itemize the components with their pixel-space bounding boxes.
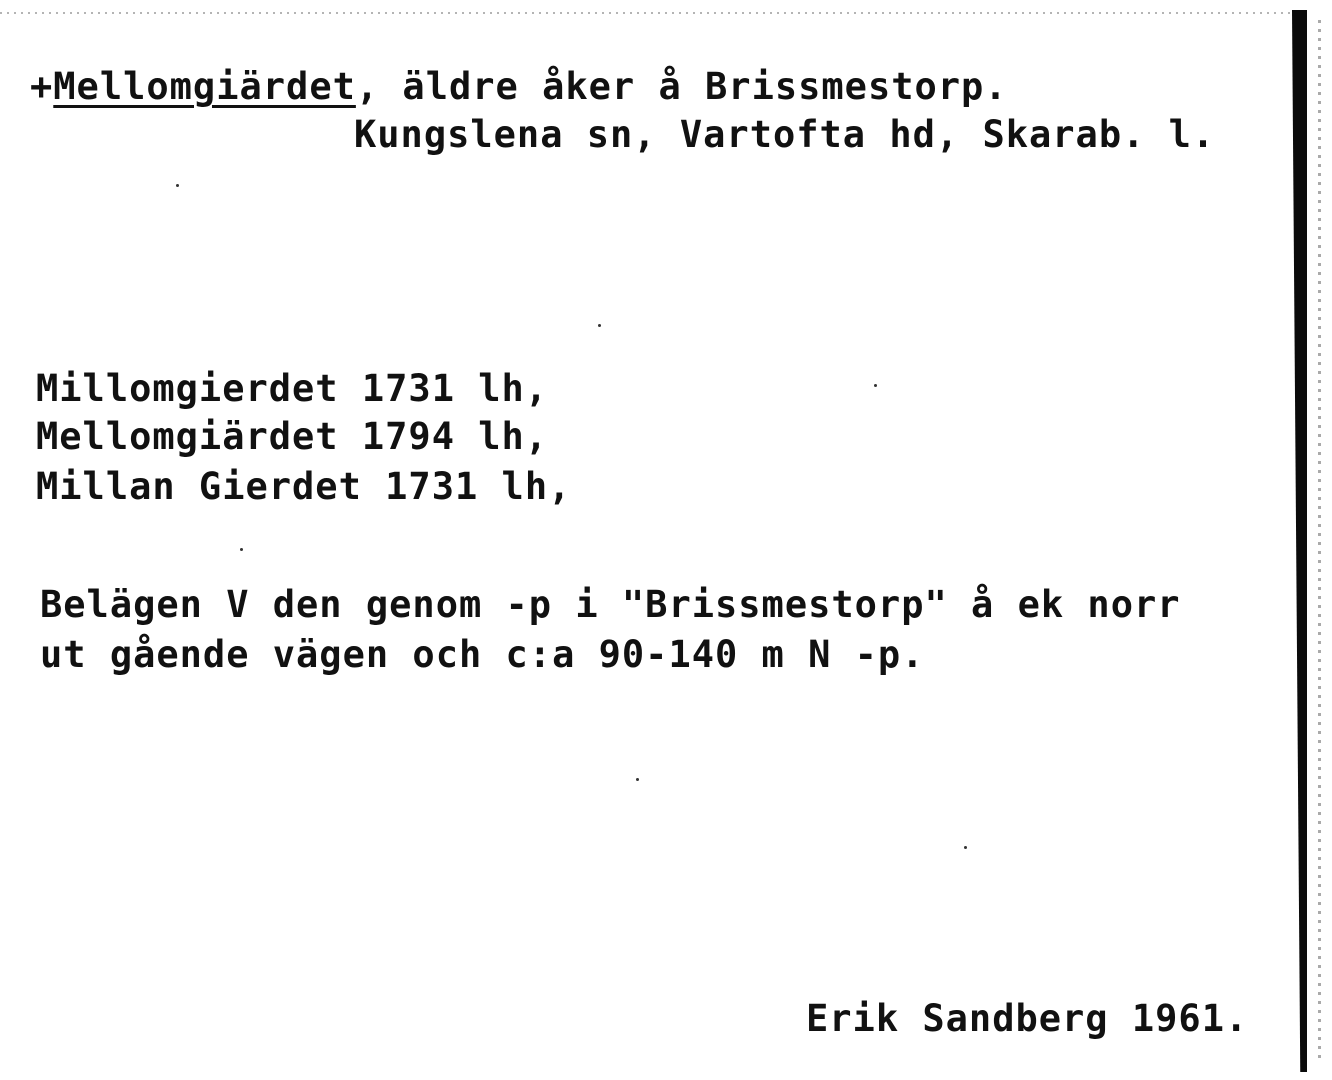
scan-speck	[176, 184, 179, 187]
form-entry	[36, 415, 549, 458]
scan-speck	[964, 846, 967, 849]
scan-speck	[874, 384, 877, 387]
dagger-mark: +	[30, 65, 54, 108]
scan-speck	[636, 778, 639, 781]
form-name: Millan Gierdet	[36, 465, 362, 508]
note-line: ut gående vägen och c:a 90-140 m N -p.	[40, 633, 925, 676]
scan-speck	[598, 324, 601, 327]
scan-right-shadow	[1318, 20, 1321, 1060]
note-line: Belägen V den genom -p i "Brissmestorp" å ek norr	[40, 583, 1181, 626]
form-name: Mellomgiärdet	[36, 415, 339, 458]
headword-description: , äldre åker å Brissmestorp.	[355, 65, 1008, 108]
header-line	[30, 65, 1008, 108]
form-year: 1731	[361, 367, 455, 410]
scan-top-edge	[0, 12, 1290, 14]
form-entry	[36, 465, 572, 508]
form-name: Millomgierdet	[36, 367, 339, 410]
form-entry	[36, 367, 549, 410]
form-source: lh,	[478, 415, 549, 458]
form-year: 1731	[385, 465, 479, 508]
location-line: Kungslena sn, Vartofta hd, Skarab. l.	[354, 113, 1216, 156]
scan-right-edge	[1292, 10, 1307, 1072]
form-source: lh,	[501, 465, 572, 508]
form-source: lh,	[478, 367, 549, 410]
form-year: 1794	[361, 415, 455, 458]
headword: Mellomgiärdet	[53, 65, 356, 108]
scan-speck	[240, 548, 243, 551]
signature: Erik Sandberg 1961.	[806, 997, 1249, 1040]
